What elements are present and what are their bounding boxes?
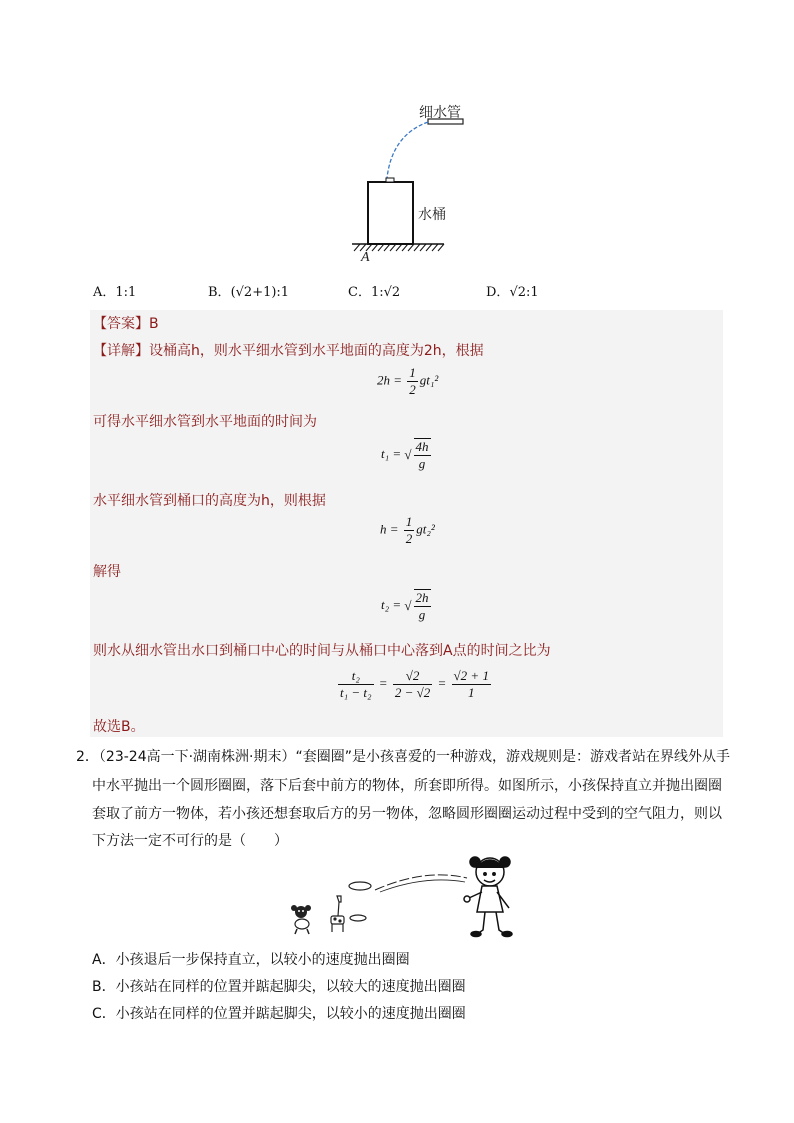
- flying-ring: [349, 882, 371, 890]
- choice-d: D．√2:1: [486, 285, 539, 300]
- question2-line-1: 2．（23-24高一下·湖南株洲·期末）“套圈圈”是小孩喜爱的一种游戏，游戏规则是：游戏者站在界线外从手: [76, 749, 731, 765]
- equation-3: h = $\frac{1}{2}$ gt₂²: [380, 514, 435, 546]
- question2-line-2: 中水平抛出一个圆形圈圈，落下后套中前方的物体，所套即所得。如图所示，小孩保持直立并抛出圈圈: [92, 778, 722, 794]
- choice-c: C．1:√2: [348, 285, 401, 300]
- detail-line-3: 水平细水管到桶口的高度为h，则根据: [93, 493, 326, 509]
- equation-4: t₂ = √ $\frac{2h}{g}$: [381, 590, 429, 622]
- bucket-mouth: [386, 178, 394, 182]
- conclusion-line: 故选B。: [93, 719, 145, 735]
- point-a-label: A: [361, 250, 370, 265]
- ground-ring: [350, 915, 366, 921]
- detail-line-4: 解得: [93, 564, 121, 580]
- girl-figure: [464, 857, 512, 937]
- ring-toss-figure: [285, 850, 525, 942]
- detail-line-5: 则水从细水管出水口到桶口中心的时间与从桶口中心落到A点的时间之比为: [93, 643, 551, 659]
- pipe-label: 细水管: [419, 105, 461, 121]
- equation-2: t₁ = √ $\frac{4h}{g}$: [381, 439, 429, 471]
- option-a: A．小孩退后一步保持直立，以较小的速度抛出圈圈: [92, 952, 410, 968]
- bucket-label: 水桶: [418, 207, 446, 223]
- choice-a: A．1:1: [93, 285, 137, 300]
- detail-line-1: 【详解】设桶高h，则水平细水管到水平地面的高度为2h，根据: [93, 343, 484, 359]
- option-b: B．小孩站在同样的位置并踮起脚尖，以较大的速度抛出圈圈: [92, 979, 466, 995]
- choice-b: B．(√2+1):1: [208, 285, 290, 300]
- toy-dog: [291, 905, 311, 934]
- toy-giraffe: [331, 896, 344, 932]
- detail-line-2: 可得水平细水管到水平地面的时间为: [93, 414, 317, 430]
- question2-line-4: 下方法一定不可行的是（ ）: [92, 833, 288, 849]
- question2-line-3: 套取了前方一物体，若小孩还想套取后方的另一物体，忽略圆形圈圈运动过程中受到的空气阻力，则以: [92, 806, 722, 822]
- equation-1: 2h = $\frac{1}{2}$ gt₁²: [377, 365, 439, 397]
- answer-line: 【答案】B: [93, 316, 159, 332]
- option-c: C．小孩站在同样的位置并踮起脚尖，以较小的速度抛出圈圈: [92, 1006, 466, 1022]
- equation-5: $\frac{\text{t₂}}{\text{t₁ − t₂}}$ = $\frac{√2}{2 - √2}$ = $\frac{√2 + 1}{1}$: [340, 668, 489, 700]
- bucket-shape: [368, 182, 413, 244]
- ring-trajectory: [375, 875, 467, 890]
